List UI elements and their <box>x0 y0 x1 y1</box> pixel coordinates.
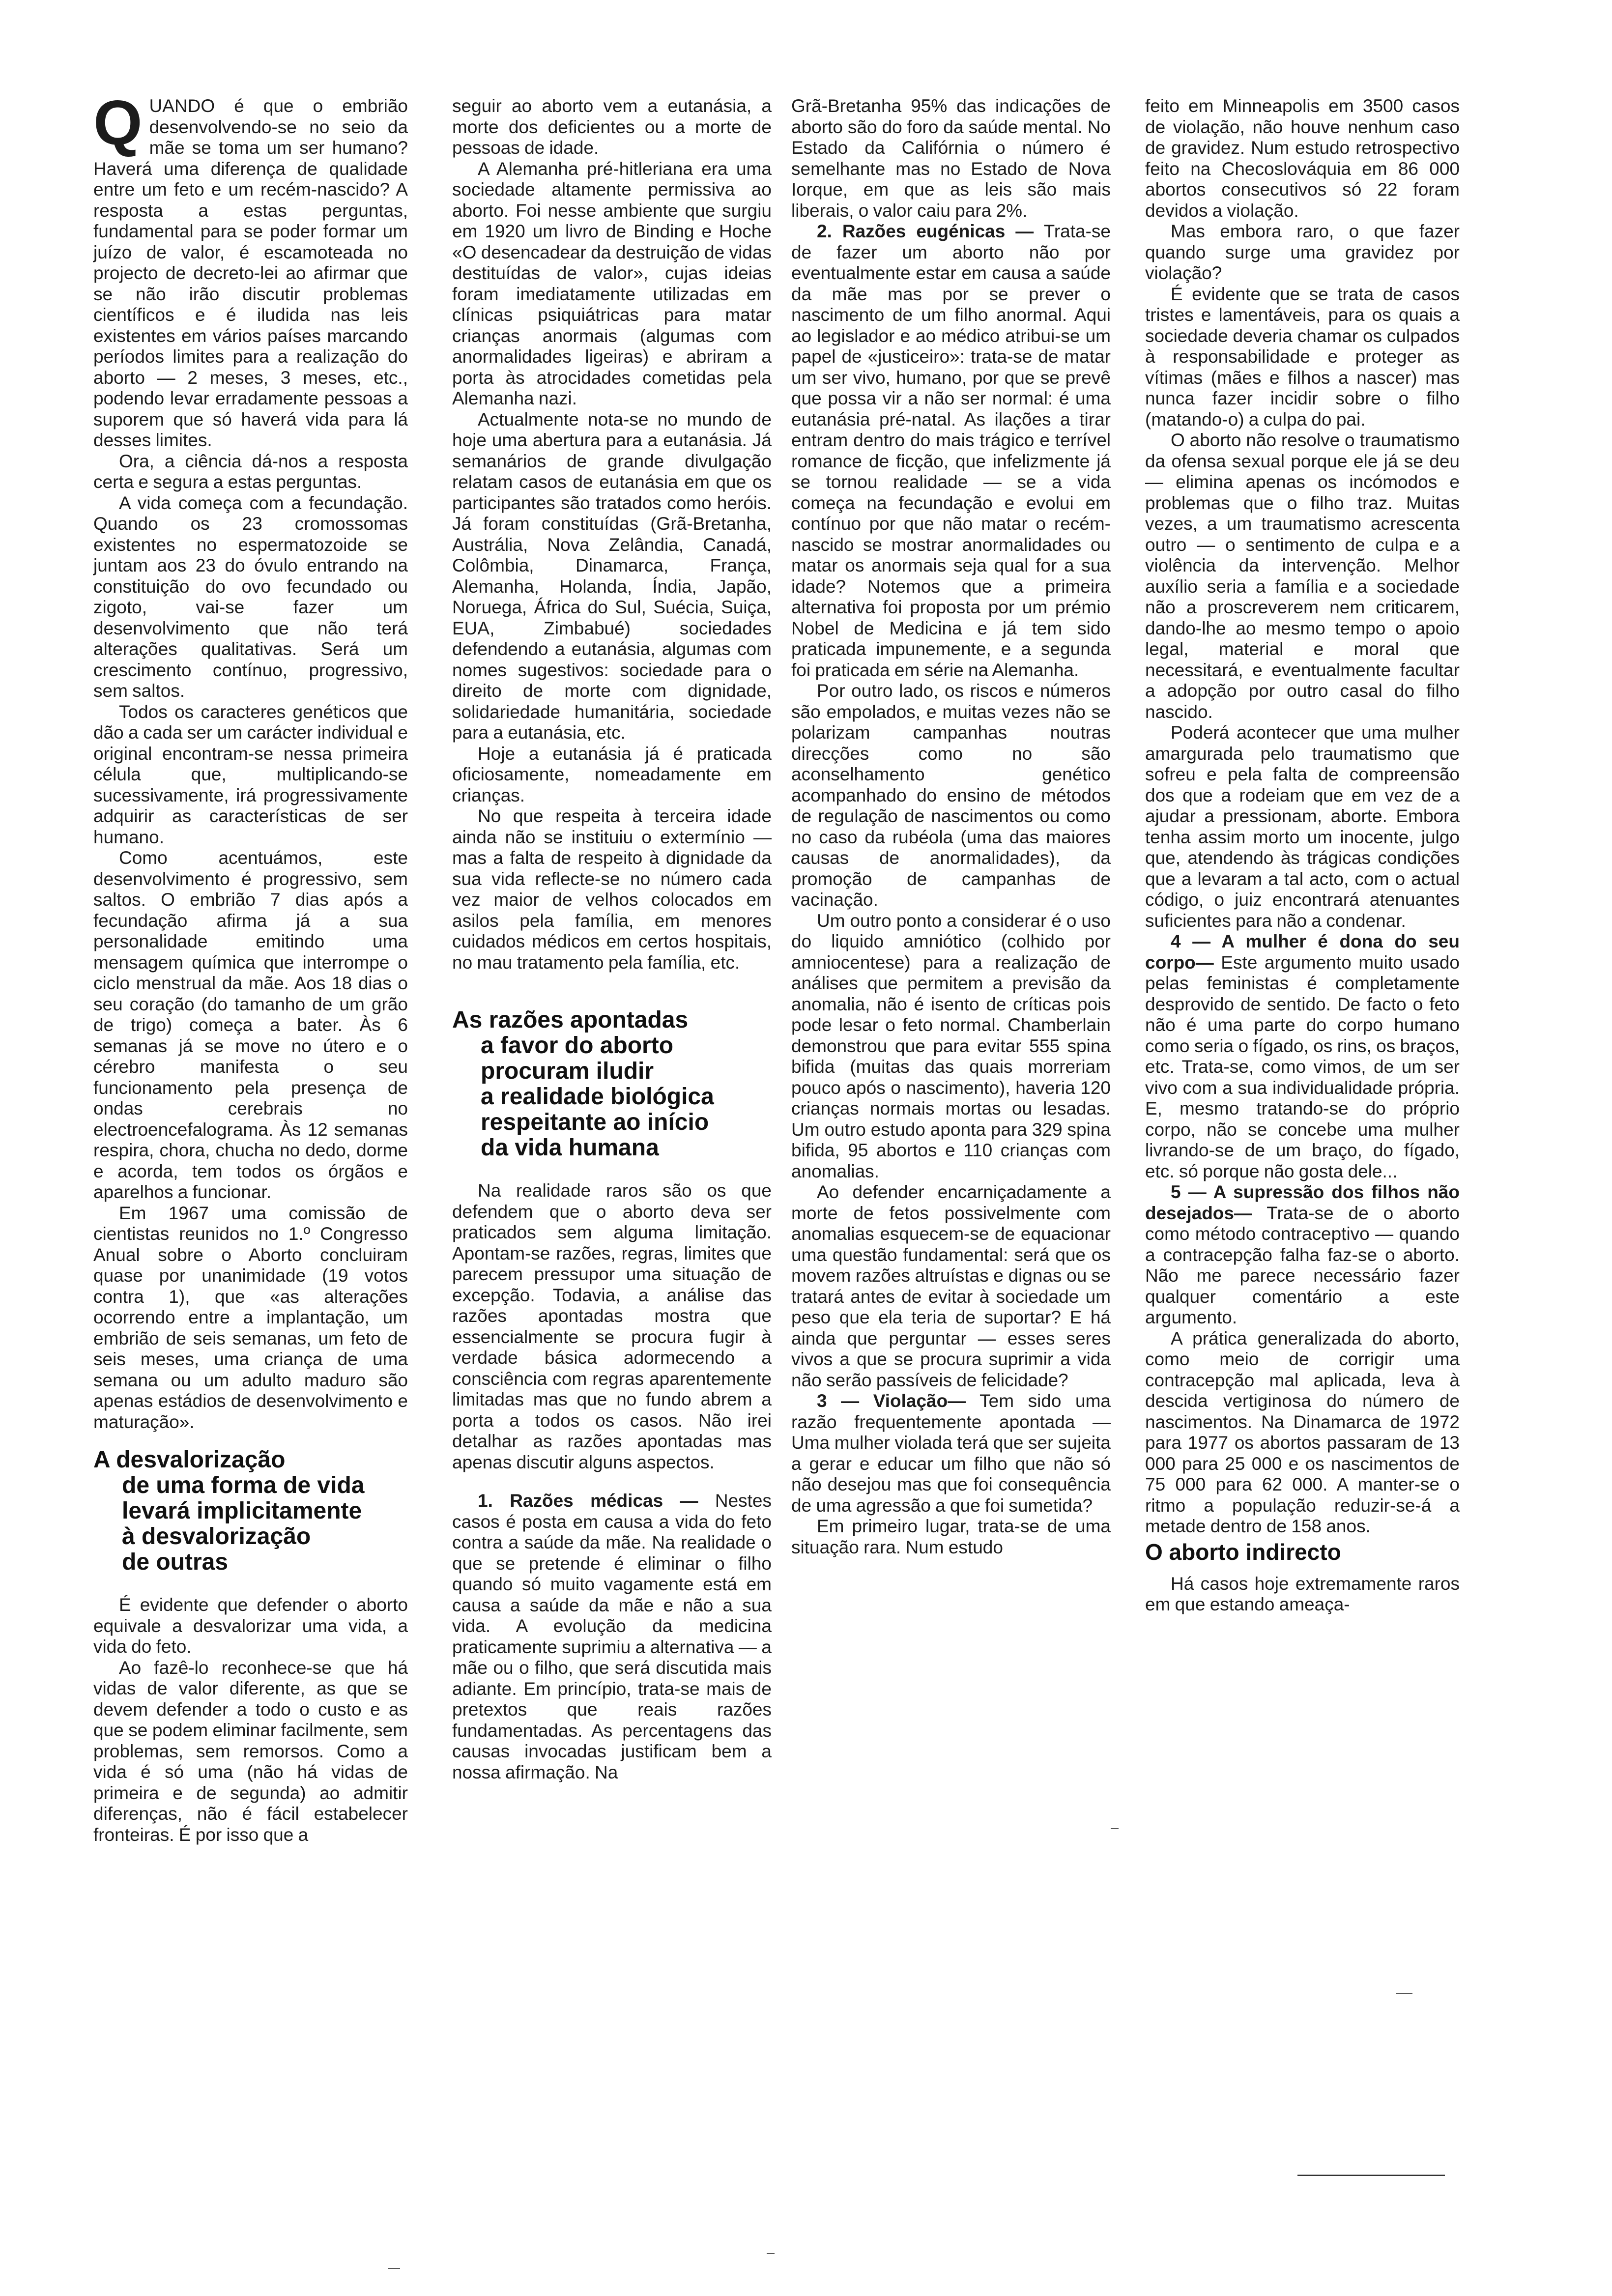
paragraph: Hoje a eutanásia já é praticada oficiosamente, nomeadamente em crianças. <box>452 743 772 805</box>
paragraph: É evidente que defender o aborto equivale a desvalorizar uma vida, a vida do feto. <box>93 1595 408 1657</box>
subheading-line: procuram iludir <box>481 1058 654 1084</box>
item-lead: 4 — A mulher é dona do seu corpo— <box>1145 931 1460 973</box>
opening-paragraph <box>93 88 408 451</box>
margin-dash <box>1396 1993 1412 1994</box>
item-lead: 1. Razões médicas — <box>478 1491 698 1511</box>
paragraph: A prática generalizada do aborto, como meio de corrigir uma contracepção mal aplicada, leva à descida vertiginosa do número de nascimentos. Na Dinamarca de 1972 para 1977 os abortos passaram de 13 000 para 25 000 e os nascimentos de 75 000 para 62 000. A manter-se o ritmo a população reduzir-se-á a metade dentro de 158 anos. <box>1145 1328 1460 1536</box>
subheading-line: de uma forma de vida <box>122 1472 365 1498</box>
paragraph: Em primeiro lugar, trata-se de uma situação rara. Num estudo <box>791 1516 1111 1557</box>
paragraph-medical-reasons <box>452 1491 772 1783</box>
subheading-devaluation <box>93 1447 408 1575</box>
paragraph: Mas embora raro, o que fazer quando surge uma gravidez por violação? <box>1145 221 1460 283</box>
paragraph-woman-body <box>1145 931 1460 1182</box>
subheading-indirect-abortion <box>1145 1539 1460 1565</box>
subheading-line: a realidade biológica <box>481 1084 714 1110</box>
paragraph-text: Tem sido uma razão frequentemente apontada — Uma mulher violada terá que ser sujeita a gerar e educar um filho que não só não desejou mas que foi consequência de uma agressão a que foi sumetida? <box>791 1391 1111 1516</box>
paragraph: Um outro ponto a considerar é o uso do liquido amniótico (colhido por amniocentese) para a realização de análises que permitem a previsão da anomalia, não é isento de críticas pois pode lesar o feto normal. Chamberlain demonstrou que para evitar 555 spina bifida (muitas das quais morreriam pouco após o nascimento), haveria 120 crianças normais mortas ou lesadas. Um outro estudo aponta para 329 spina bifida, 95 abortos e 110 crianças com anomalias. <box>791 910 1111 1181</box>
paragraph-text: Nestes casos é posta em causa a vida do feto contra a saúde da mãe. Na realidade o que se pretende é eliminar o filho quando só muito vagamente está em causa a saúde da mãe e não a sua vida. A evolução da medicina praticamente suprimiu a alternativa — a mãe ou o filho, que será discutida mais adiante. Em princípio, trata-se mais de pretextos que reais razões fundamentadas. As percentagens das causas invocadas justificam bem a nossa afirmação. Na <box>452 1491 772 1782</box>
paragraph-violation <box>791 1391 1111 1516</box>
paragraph: Ao defender encarniçadamente a morte de fetos possivelmente com anomalias esquecem-se de equacionar uma questão fundamental: será que os movem razões altruístas e dignas ou se tratará antes de evitar à sociedade um peso que ela teria de suportar? E há ainda que perguntar — esses seres vivos a que se procura suprimir a vida não serão passíveis de felicidade? <box>791 1182 1111 1390</box>
paragraph: Ao fazê-lo reconhece-se que há vidas de valor diferente, as que se devem defender a todo o custo e as que se podem eliminar facilmente, sem problemas, sem remorsos. Como a vida é só uma (não há vidas de primeira e de segunda) ao admitir diferenças, não é fácil estabelecer fronteiras. É por isso que a <box>93 1657 408 1845</box>
column-2 <box>452 96 772 1783</box>
paragraph-text: Este argumento muito usado pelas feministas é completamente desprovido de sentido. De facto o feto não é uma parte do corpo humano como seria o fígado, os rins, os braços, etc. Trata-se, como vimos, de um ser vivo com a sua individualidade própria. E, mesmo tratando-se do próprio corpo, não se concebe uma mulher livrando-se de um braço, do fígado, etc. só porque não gosta dele... <box>1145 952 1460 1181</box>
paragraph: Ora, a ciência dá-nos a resposta certa e segura a estas perguntas. <box>93 451 408 492</box>
paragraph-unwanted-children <box>1145 1182 1460 1328</box>
subheading-line: à desvalorização <box>122 1523 311 1550</box>
paragraph-eugenic-reasons <box>791 221 1111 681</box>
item-lead: 5 — A supressão dos filhos não desejados— <box>1145 1182 1460 1223</box>
end-rule <box>1297 2175 1445 2176</box>
subheading-line: respeitante ao início <box>481 1109 709 1135</box>
subheading-line: levará implicitamente <box>122 1498 362 1524</box>
paragraph: Poderá acontecer que uma mulher amargurada pelo traumatismo que sofreu e pela falta de compreensão dos que a rodeiam que em vez de a ajudar a pressionam, aborte. Embora tenha assim morto um inocente, julgo que, atendendo às trágicas condições que a levaram a tal acto, com o actual código, o juiz encontrará atenuantes suficientes para não a condenar. <box>1145 722 1460 931</box>
subheading-line: A desvalorização <box>93 1447 286 1473</box>
paragraph: O aborto não resolve o traumatismo da ofensa sexual porque ele já se deu — elimina apenas os incómodos e problemas que o filho traz. Muitas vezes, a um traumatismo acrescenta outro — o sentimento de culpa e a violência da intervenção. Melhor auxílio seria a família e a sociedade não a proscreverem nem criticarem, dando-lhe ao mesmo tempo o apoio legal, material e moral que necessitará, e eventualmente facultar a adopção por outro casal do filho nascido. <box>1145 430 1460 722</box>
paragraph: Actualmente nota-se no mundo de hoje uma abertura para a eutanásia. Já semanários de grande divulgação relatam casos de eutanásia em que os participantes são tratados como heróis. Já foram constituídas (Grã-Bretanha, Austrália, Nova Zelândia, Canadá, Colômbia, Dinamarca, França, Alemanha, Holanda, Índia, Japão, Noruega, África do Sul, Suécia, Suiça, EUA, Zimbabué) sociedades defendendo a eutanásia, algumas com nomes sugestivos: sociedade para o direito de morte com dignidade, solidariedade humanitária, sociedade para a eutanásia, etc. <box>452 409 772 743</box>
paragraph: Em 1967 uma comissão de cientistas reunidos no 1.º Congresso Anual sobre o Aborto concluiram quase por unanimidade (19 votos contra 1), que «as alterações ocorrendo entre a implantação, um embrião de seis semanas, um feto de seis meses, uma criança de uma semana ou um adulto maduro são apenas estádios de desenvolvimento e maturação». <box>93 1203 408 1432</box>
column-4 <box>1145 96 1460 1615</box>
margin-dash <box>767 2253 775 2254</box>
margin-dash <box>1111 1828 1119 1829</box>
item-lead: 2. Razões eugénicas — <box>817 221 1034 241</box>
paragraph: A vida começa com a fecundação. Quando os 23 cromossomas existentes no espermatozoide se juntam aos 23 do óvulo entrando na constituição do ovo fecundado ou zigoto, vai-se fazer um desenvolvimento que não terá alterações qualitativas. Será um crescimento contínuo, progressivo, sem saltos. <box>93 492 408 701</box>
paragraph: Grã-Bretanha 95% das indicações de aborto são do foro da saúde mental. No Estado da Califórnia o número é semelhante mas no Estado de Nova Iorque, em que as leis são mais liberais, o valor caiu para 2%. <box>791 96 1111 221</box>
paragraph: A Alemanha pré-hitleriana era uma sociedade altamente permissiva ao aborto. Foi nesse ambiente que surgiu em 1920 um livro de Binding e Hoche «O desencadear da destruição de vidas destituídas de valor», cujas ideias foram imediatamente utilizadas em clínicas psiquiátricas para matar crianças anormais (algumas com anormalidades ligeiras) e abriram a porta às atrocidades cometidas pela Alemanha nazi. <box>452 158 772 408</box>
paragraph: Por outro lado, os riscos e números são empolados, e muitas vezes não se polarizam campanhas noutras direcções como no são aconselhamento genético acompanhado do ensino de métodos de regulação de nascimentos ou como no caso da rubéola (uma das maiores causas de anormalidades), da promoção de campanhas de vacinação. <box>791 681 1111 910</box>
paragraph-text: UANDO é que o embrião desenvolvendo-se no seio da mãe se toma um ser humano? Haverá uma diferença de qualidade entre um feto e um recém-nascido? A resposta a estas perguntas, fundamental para se poder formar um juízo de valor, é escamoteada no projecto de decreto-lei ao afirmar que se não irão discutir problemas científicos e é iludida nas leis existentes em vários países marcando períodos limites para a realização do aborto — 2 meses, 3 meses, etc., podendo levar erradamente pessoas a suporem que só haverá vida para lá desses limites. <box>93 96 408 450</box>
subheading-line: a favor do aborto <box>481 1033 674 1059</box>
subheading-line: da vida humana <box>481 1135 659 1161</box>
paragraph: feito em Minneapolis em 3500 casos de violação, não houve nenhum caso de gravidez. Num estudo retrospectivo feito na Checoslováquia em 86 000 abortos consecutivos só 22 foram devidos a violação. <box>1145 96 1460 221</box>
paragraph: No que respeita à terceira idade ainda não se instituiu o extermínio — mas a falta de respeito à dignidade da sua vida reflecte-se no número cada vez maior de velhos colocados em asilos pela família, em menores cuidados médicos em certos hospitais, no mau tratamento pela família, etc. <box>452 806 772 973</box>
paragraph-text: Trata-se de o aborto como método contraceptivo — quando a contracepção falha faz-se o aborto. Não me parece necessário fazer qualquer comentário a este argumento. <box>1145 1203 1460 1327</box>
column-3 <box>791 96 1111 1558</box>
subheading-line: de outras <box>122 1549 229 1575</box>
paragraph: Na realidade raros são os que defendem que o aborto deva ser praticados sem alguma limitação. Apontam-se razões, regras, limites que parecem pressupor uma situação de excepção. Todavia, a análise das razões apontadas mostra que essencialmente se procura fugir à verdade básica adormecendo a consciência com regras aparentemente limitadas mas que no fundo abrem a porta a todos os casos. Não irei detalhar as razões apontadas mas apenas discutir alguns aspectos. <box>452 1180 772 1472</box>
column-1 <box>93 88 408 1845</box>
item-lead: 3 — Violação— <box>817 1391 966 1411</box>
margin-dash <box>388 2268 400 2269</box>
paragraph: Todos os caracteres genéticos que dão a cada ser um carácter individual e original encontram-se nessa primeira célula que, multiplicando-se sucessivamente, irá progressivamente adquirir as características de ser humano. <box>93 701 408 847</box>
drop-cap: Q <box>93 88 143 158</box>
paragraph: É evidente que se trata de casos tristes e lamentáveis, para os quais a sociedade deveria chamar os culpados à responsabilidade e proteger as vítimas (mães e filhos a nascer) mas nunca fazer incidir sobre o filho (matando-o) a culpa do pai. <box>1145 284 1460 430</box>
paragraph-text: Trata-se de fazer um aborto não por eventualmente estar em causa a saúde da mãe mas por se prever o nascimento de um filho anormal. Aqui ao legislador e ao médico atribui-se um papel de «justiceiro»: trata-se de matar um ser vivo, humano, por que se prevê que possa vir a não ser normal: é uma eutanásia pré-natal. As ilações a tirar entram dentro do mais trágico e terrível romance de ficção, que infelizmente já se tornou realidade — se a vida começa na fecundação e evolui em contínuo por que não matar o recém-nascido se mostrar anormalidades ou matar os anormais seja qual for a sua idade? Notemos que a primeira alternativa foi proposta por um prémio Nobel de Medicina e já tem sido praticada impunemente, e a segunda foi praticada em série na Alemanha. <box>791 221 1111 680</box>
paragraph: seguir ao aborto vem a eutanásia, a morte dos deficientes ou a morte de pessoas de idade. <box>452 96 772 158</box>
paragraph: Há casos hoje extremamente raros em que estando ameaça- <box>1145 1573 1460 1614</box>
subheading-line: O aborto indirecto <box>1145 1539 1341 1565</box>
subheading-line: As razões apontadas <box>452 1007 689 1033</box>
paragraph: Como acentuámos, este desenvolvimento é progressivo, sem saltos. O embrião 7 dias após a fecundação afirma já a sua personalidade emitindo uma mensagem química que interrompe o ciclo menstrual da mãe. Aos 18 dias o seu coração (do tamanho de um grão de trigo) começa a bater. Às 6 semanas já se move no útero e o cérebro manifesta o seu funcionamento pela presença de ondas cerebrais no electroencefalograma. Às 12 semanas respira, chora, chucha no dedo, dorme e acorda, tem todos os órgãos e aparelhos a funcionar. <box>93 848 408 1202</box>
subheading-reasons <box>452 1007 772 1161</box>
